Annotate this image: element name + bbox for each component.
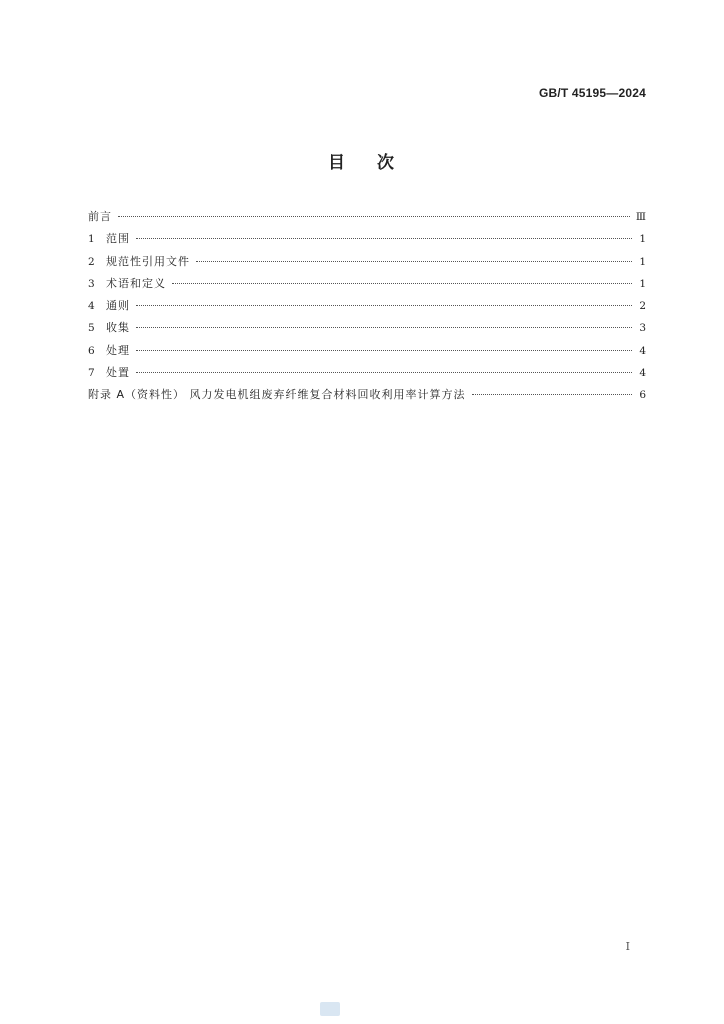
toc-entry-label: 处理 <box>106 343 130 357</box>
toc-entry-page: 4 <box>639 367 646 380</box>
toc-entry-normative-references[interactable] <box>88 251 646 273</box>
toc-title-char: 目 <box>328 153 347 173</box>
page-number: I <box>625 940 630 953</box>
toc-entry-page: Ⅲ <box>635 211 646 223</box>
toc-entry-page: 1 <box>639 233 646 246</box>
toc-entry-page: 1 <box>639 277 646 290</box>
standard-code: GB/T 45195—2024 <box>538 86 646 100</box>
dot-leader <box>172 283 632 284</box>
toc-entry-scope[interactable] <box>88 228 646 250</box>
toc-entry-number: 4 <box>88 300 95 313</box>
toc-entry-label: 附录 A（资料性） 风力发电机组废弃纤维复合材料回收利用率计算方法 <box>88 388 466 402</box>
dot-leader <box>136 372 632 373</box>
toc-entry-label: 范围 <box>106 232 130 246</box>
toc-entry-number: 6 <box>88 344 95 357</box>
toc-entry-page: 3 <box>639 322 646 335</box>
toc-entry-label: 处置 <box>106 366 130 380</box>
toc-entry-foreword[interactable] <box>88 206 646 228</box>
toc-entry-number: 1 <box>88 233 95 246</box>
dot-leader <box>136 350 632 351</box>
toc-entry-label: 收集 <box>106 321 130 335</box>
toc-entry-disposal[interactable] <box>88 362 646 384</box>
toc-entry-label: 前言 <box>88 210 112 223</box>
dot-leader <box>136 305 632 306</box>
toc-entry-page: 2 <box>639 300 646 313</box>
toc-entry-annex-a[interactable] <box>88 384 646 406</box>
toc-entry-label: 通则 <box>106 299 130 313</box>
table-of-contents <box>88 206 646 407</box>
toc-entry-number: 3 <box>88 277 95 290</box>
watermark-logo-icon <box>320 1002 340 1016</box>
toc-entry-page: 4 <box>639 344 646 357</box>
toc-entry-terms-definitions[interactable] <box>88 273 646 295</box>
toc-title-char: 次 <box>377 153 396 173</box>
toc-entry-page: 6 <box>639 389 646 402</box>
toc-entry-label: 术语和定义 <box>106 276 166 290</box>
dot-leader <box>136 327 632 328</box>
dot-leader <box>196 261 632 262</box>
toc-entry-number: 2 <box>88 255 95 268</box>
toc-entry-label: 规范性引用文件 <box>106 254 190 268</box>
dot-leader <box>136 238 632 239</box>
toc-entry-page: 1 <box>639 255 646 268</box>
dot-leader <box>472 394 632 395</box>
toc-entry-number: 5 <box>88 322 95 335</box>
toc-title <box>0 148 724 173</box>
toc-entry-processing[interactable] <box>88 340 646 362</box>
toc-entry-general[interactable] <box>88 295 646 317</box>
dot-leader <box>118 216 630 217</box>
toc-entry-collection[interactable] <box>88 317 646 339</box>
toc-entry-number: 7 <box>88 367 95 380</box>
